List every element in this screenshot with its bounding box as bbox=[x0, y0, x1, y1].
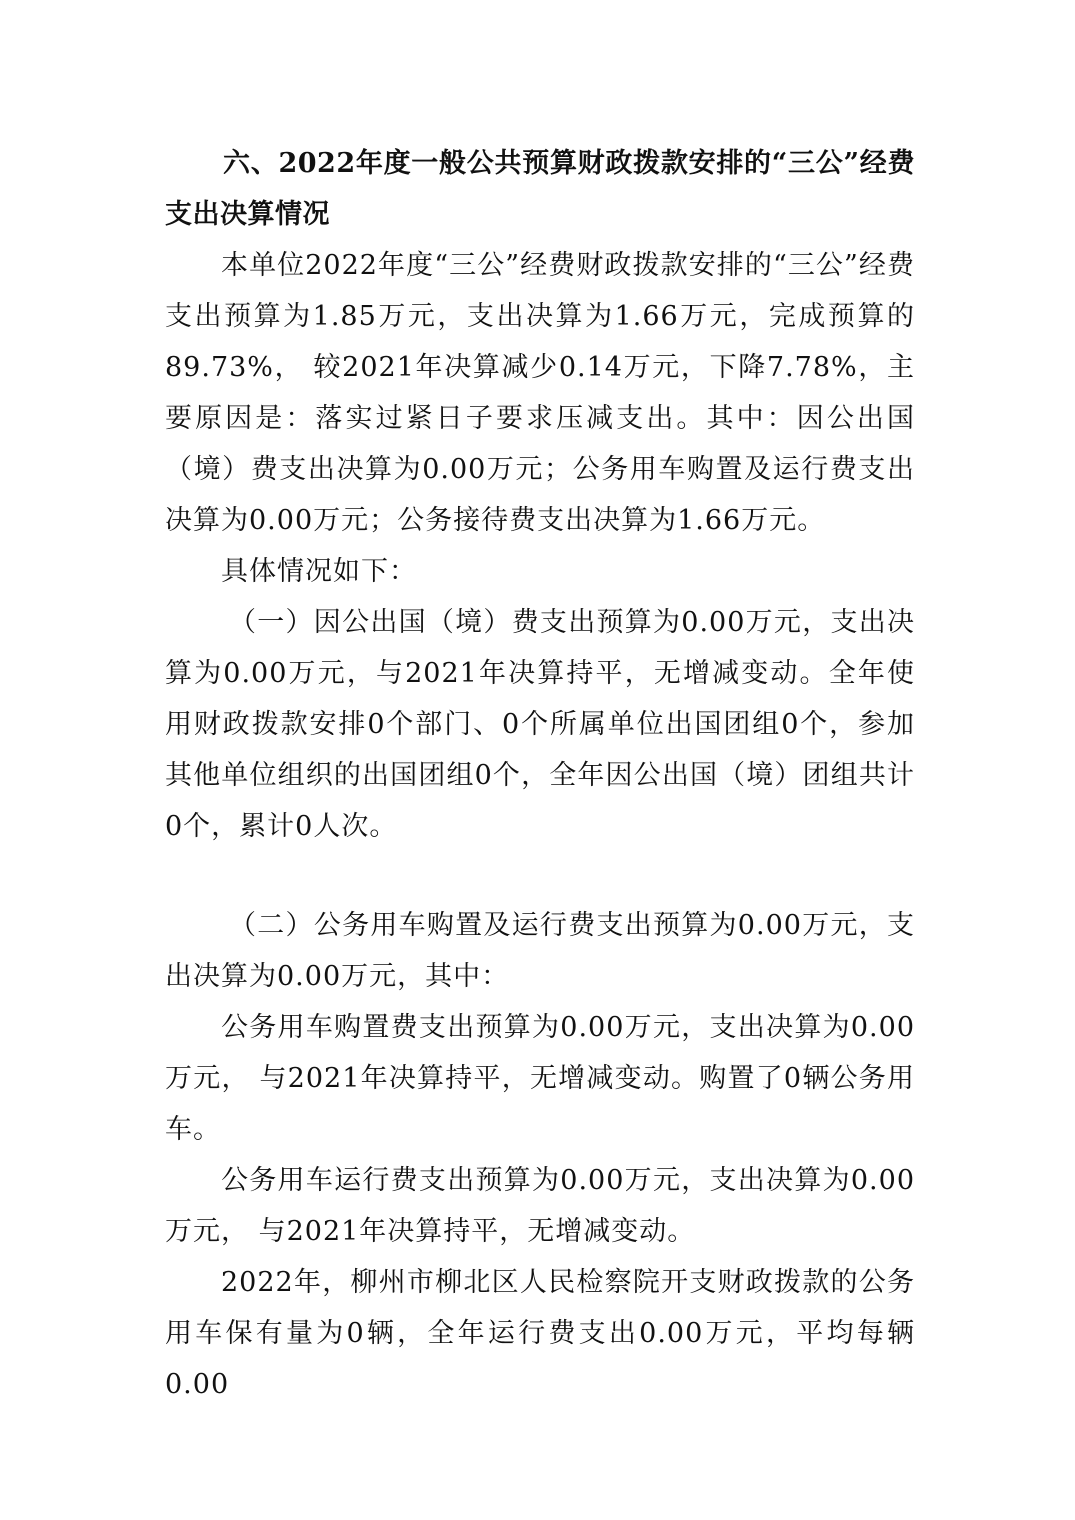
paragraph-gap bbox=[165, 852, 915, 900]
section-heading: 六、2022年度一般公共预算财政拨款安排的“三公”经费支出决算情况 bbox=[165, 148, 915, 230]
paragraph-overseas-travel: （一）因公出国（境）费支出预算为0.00万元，支出决算为0.00万元，与2021年决算持平，无增减变动。全年使用财政拨款安排0个部门、0个所属单位出国团组0个，参加其他单位组织的出国团组0个，全年因公出国（境）团组共计0个，累计0人次。 bbox=[165, 607, 915, 842]
document-page bbox=[165, 138, 915, 1410]
paragraph-summary: 本单位2022年度“三公”经费财政拨款安排的“三公”经费支出预算为1.85万元，支出决算为1.66万元，完成预算的89.73%， 较2021年决算减少0.14万元，下降7.78%，主要原因是：落实过紧日子要求压减支出。其中：因公出国（境）费支出决算为0.00万元；公务用车购置及运行费支出决算为0.00万元；公务接待费支出决算为1.66万元。 bbox=[165, 250, 915, 536]
paragraph-vehicle-expense: （二）公务用车购置及运行费支出预算为0.00万元，支出决算为0.00万元，其中： bbox=[165, 910, 915, 992]
paragraph-details-intro: 具体情况如下： bbox=[221, 556, 417, 587]
paragraph-vehicle-purchase: 公务用车购置费支出预算为0.00万元，支出决算为0.00万元， 与2021年决算持平，无增减变动。购置了0辆公务用车。 bbox=[165, 1012, 915, 1145]
paragraph-vehicle-operation: 公务用车运行费支出预算为0.00万元，支出决算为0.00万元， 与2021年决算持平，无增减变动。 bbox=[165, 1165, 915, 1247]
paragraph-vehicle-fleet: 2022年，柳州市柳北区人民检察院开支财政拨款的公务用车保有量为0辆，全年运行费支出0.00万元，平均每辆0.00 bbox=[165, 1267, 915, 1400]
